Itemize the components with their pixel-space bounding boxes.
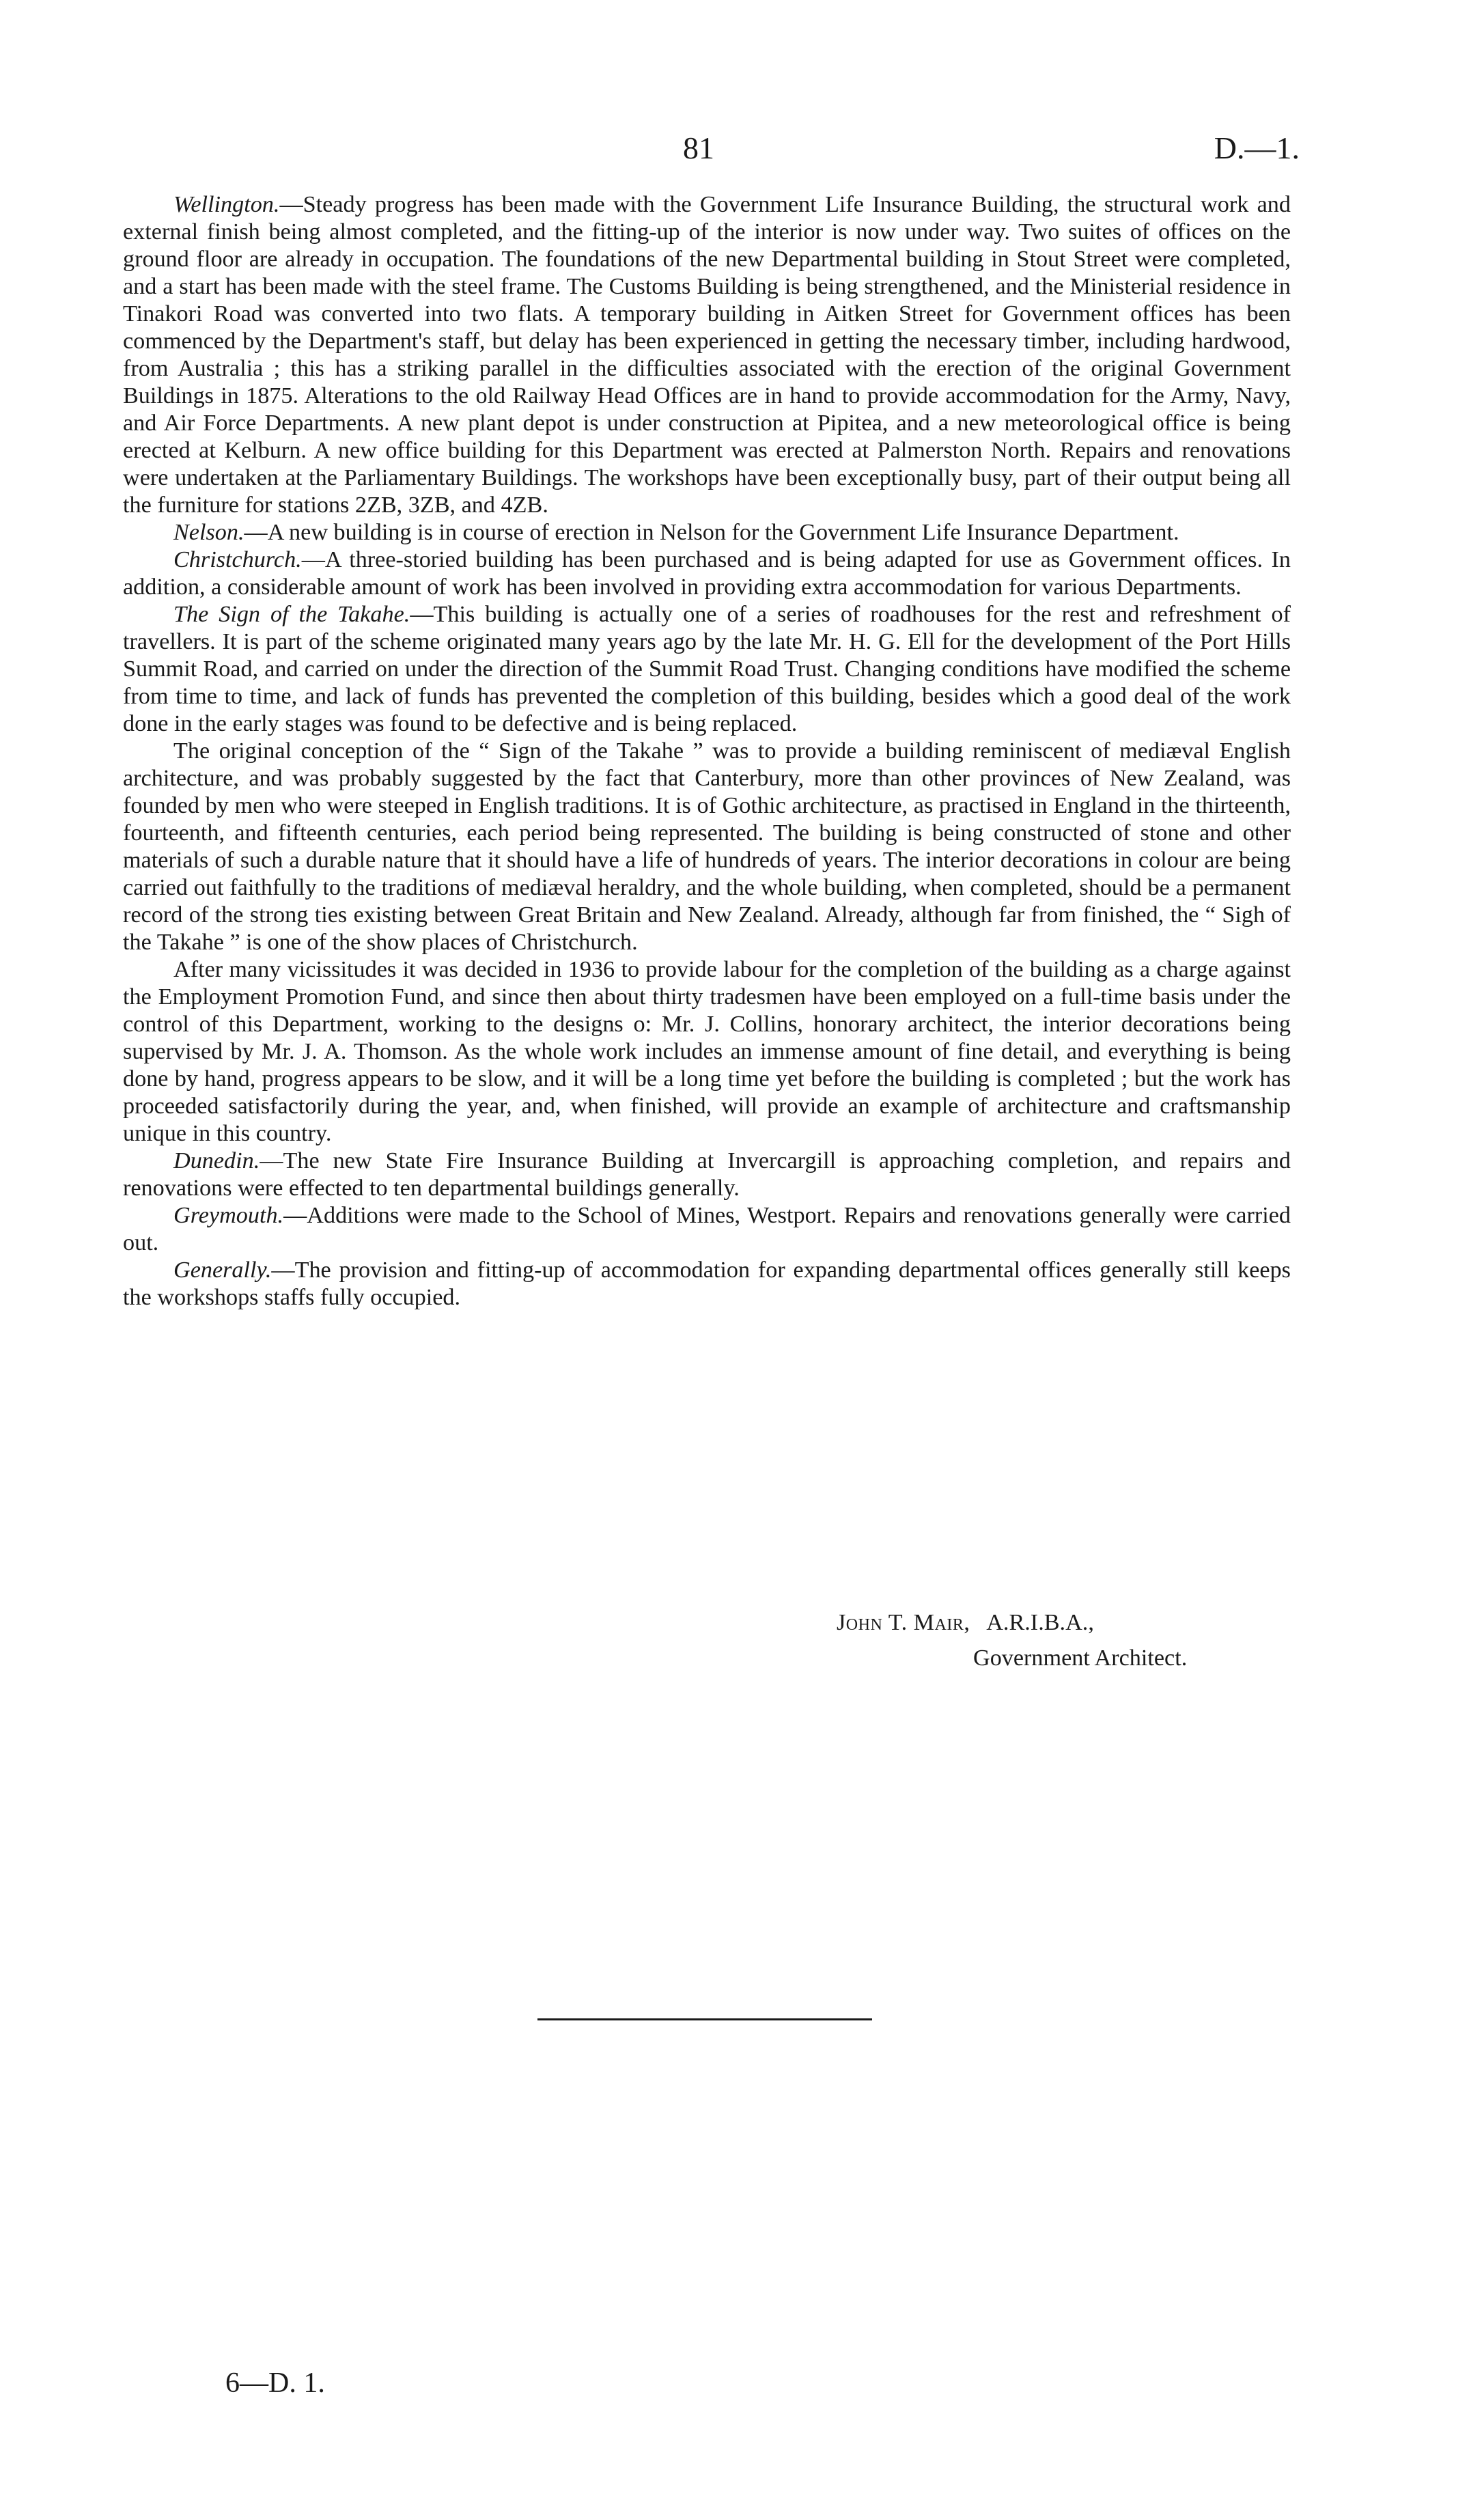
paragraph-wellington xyxy=(123,191,1291,519)
report-body xyxy=(123,191,1291,1311)
paragraph-text: —The provision and fitting-up of accommodation for expanding departmental offices generally still keeps the workshops staffs fully occupied. xyxy=(123,1257,1291,1310)
paragraph-vicissitudes xyxy=(123,956,1291,1148)
page-number: 81 xyxy=(683,130,714,165)
place-heading: Wellington. xyxy=(173,192,280,217)
paragraph-text: —Additions were made to the School of Mines, Westport. Repairs and renovations generally were carried out. xyxy=(123,1203,1291,1255)
place-heading: The Sign of the Takahe. xyxy=(173,602,410,627)
signature-block xyxy=(837,1605,1187,1676)
paragraph-dunedin xyxy=(123,1148,1291,1202)
document-reference: D.—1. xyxy=(1214,130,1300,165)
paragraph-nelson xyxy=(123,519,1291,546)
section-divider-rule xyxy=(537,2018,872,2020)
paragraph-text: The original conception of the “ Sign of the Takahe ” was to provide a building reminiscent of mediæval English architecture, and was probably suggested by the fact that Canterbury, more than other provinces of New Zealand, was founded by men who were steeped in English traditions. It is of Gothic architecture, as practised in England in the thirteenth, fourteenth, and fifteenth centuries, each period being represented. The building is being constructed of stone and other materials of such a durable nature that it should have a life of hundreds of years. The interior decorations in colour are being carried out faithfully to the traditions of mediæval heraldry, and the whole building, when completed, should be a permanent record of the strong ties existing between Great Britain and New Zealand. Already, although far from finished, the “ Sigh of the Takahe ” is one of the show places of Christchurch. xyxy=(123,738,1291,955)
footer-reference: 6—D. 1. xyxy=(225,2367,325,2399)
paragraph-original-conception xyxy=(123,738,1291,956)
paragraph-generally xyxy=(123,1257,1291,1311)
paragraph-greymouth xyxy=(123,1202,1291,1257)
signature-line xyxy=(837,1605,1187,1641)
paragraph-christchurch xyxy=(123,546,1291,601)
paragraph-text: —Steady progress has been made with the Government Life Insurance Building, the structural work and external finish being almost completed, and the fitting-up of the interior is now under way. Two suites of offices on the ground floor are already in occupation. The foundations of the new Departmental building in Stout Street were completed, and a start has been made with the steel frame. The Customs Building is being strengthened, and the Ministerial residence in Tinakori Road was converted into two flats. A temporary building in Aitken Street for Government offices has been commenced by the Department's staff, but delay has been experienced in getting the necessary timber, including hardwood, from Australia ; this has a striking parallel in the difficulties associated with the erection of the original Government Buildings in 1875. Alterations to the old Railway Head Offices are in hand to provide accommodation for the Army, Navy, and Air Force Departments. A new plant depot is under construction at Pipitea, and a new meteorological office is being erected at Kelburn. A new office building for this Department was erected at Palmerston North. Repairs and renovations were undertaken at the Parliamentary Buildings. The workshops have been exceptionally busy, part of their output being all the furniture for stations 2ZB, 3ZB, and 4ZB. xyxy=(123,192,1291,518)
paragraph-text: —A three-storied building has been purchased and is being adapted for use as Government offices. In addition, a considerable amount of work has been involved in providing extra accommodation for various Departments. xyxy=(123,547,1291,600)
paragraph-text: —The new State Fire Insurance Building at Invercargill is approaching completion, and repairs and renovations were effected to ten departmental buildings generally. xyxy=(123,1148,1291,1201)
signatory-title: Government Architect. xyxy=(973,1645,1188,1671)
paragraph-text: —This building is actually one of a series of roadhouses for the rest and refreshment of travellers. It is part of the scheme originated many years ago by the late Mr. H. G. Ell for the development of the Port Hills Summit Road, and carried on under the direction of the Summit Road Trust. Changing conditions have modified the scheme from time to time, and lack of funds has prevented the completion of this building, besides which a good deal of the work done in the early stages was found to be defective and is being replaced. xyxy=(123,602,1291,736)
place-heading: Christchurch. xyxy=(173,547,302,572)
place-heading: Dunedin. xyxy=(173,1148,260,1173)
paragraph-text: After many vicissitudes it was decided in 1936 to provide labour for the completion of the building as a charge against the Employment Promotion Fund, and since then about thirty tradesmen have been employed on a full-time basis under the control of this Department, working to the designs o: Mr. J. Collins, honorary architect, the interior decorations being supervised by Mr. J. A. Thomson. As the whole work includes an immense amount of fine detail, and everything is being done by hand, progress appears to be slow, and it will be a long time yet before the building is completed ; but the work has proceeded satisfactorily during the year, and, when finished, will provide an example of architecture and craftsmanship unique in this country. xyxy=(123,957,1291,1146)
signatory-name: John T. Mair, xyxy=(837,1610,970,1635)
place-heading: Generally. xyxy=(173,1257,272,1283)
place-heading: Greymouth. xyxy=(173,1203,284,1228)
signatory-credentials: A.R.I.B.A., xyxy=(986,1610,1094,1635)
place-heading: Nelson. xyxy=(173,520,244,545)
paragraph-sign-of-takahe xyxy=(123,601,1291,738)
paragraph-text: —A new building is in course of erection in Nelson for the Government Life Insurance Department. xyxy=(244,520,1179,545)
